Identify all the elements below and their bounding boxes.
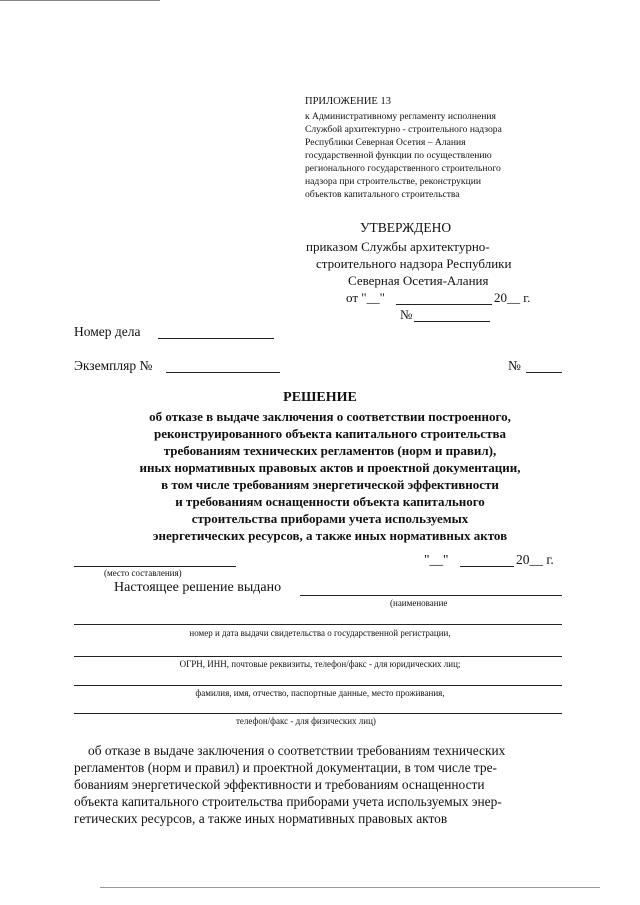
scan-edge-line — [0, 0, 160, 1]
issued-ogrn-line[interactable] — [74, 656, 562, 657]
body-text — [74, 742, 564, 827]
annex-line: регионального государственного строительного — [305, 163, 501, 174]
scan-edge-line — [100, 887, 600, 888]
annex-line: объектов капитального строительства — [305, 189, 460, 200]
decision-date-line[interactable] — [460, 566, 514, 567]
issued-caption-ogrn: ОГРН, ИНН, почтовые реквизиты, телефон/факс - для юридических лиц; — [179, 659, 461, 669]
place-caption: (место составления) — [104, 568, 182, 578]
annex-text — [305, 110, 502, 201]
issued-caption-phone: телефон/факс - для физических лиц) — [236, 716, 376, 726]
body-line: регламентов (норм и правил) и проектной документации, в том числе тре- — [74, 760, 497, 775]
doc-number-label: № — [508, 358, 521, 373]
copy-number-label: Экземпляр № — [74, 358, 153, 373]
annex-line: надзора при строительстве, реконструкции — [305, 176, 481, 187]
place-line[interactable] — [74, 566, 236, 567]
approval-number-line — [414, 321, 490, 322]
body-line: бованиям энергетической эффективности и требованиям оснащенности — [74, 777, 485, 792]
body-line: объекта капитального строительства приборами учета используемых энер- — [74, 794, 502, 809]
approval-number-label: № — [400, 307, 413, 322]
issued-name-line[interactable] — [300, 595, 562, 596]
issued-caption-cert: номер и дата выдачи свидетельства о государственной регистрации, — [189, 628, 451, 638]
subtitle-line: реконструированного объекта капитального строительства — [153, 426, 506, 441]
body-line: об отказе в выдаче заключения о соответствии требованиям технических — [88, 743, 506, 758]
approval-heading: УТВЕРЖДЕНО — [360, 220, 452, 235]
subtitle-line: в том числе требованиям энергетической эффективности — [161, 477, 499, 492]
issued-fio-line[interactable] — [74, 685, 562, 686]
annex-line: Республики Северная Осетия – Алания — [305, 137, 466, 148]
approval-line3: Северная Осетия-Алания — [348, 273, 489, 288]
subtitle-line: об отказе в выдаче заключения о соответствии построенного, — [149, 409, 511, 424]
decision-date-year: 20__ г. — [516, 552, 554, 567]
approval-line1: приказом Службы архитектурно- — [306, 239, 490, 254]
annex-line: государственной функции по осуществлению — [305, 150, 492, 161]
issued-caption-name: (наименование — [390, 598, 448, 608]
case-number-line[interactable] — [158, 338, 274, 339]
subtitle-line: иных нормативных правовых актов и проектной документации, — [139, 460, 521, 475]
copy-number-line[interactable] — [166, 372, 280, 373]
issued-label: Настоящее решение выдано — [114, 580, 282, 595]
subtitle-line: строительства приборами учета используемых — [191, 511, 469, 526]
subtitle-line: и требованиям оснащенности объекта капитального — [175, 494, 485, 509]
subtitle-line: энергетических ресурсов, а также иных нормативных актов — [152, 528, 508, 543]
annex-line: Службой архитектурно - строительного надзора — [305, 124, 502, 135]
doc-number-line[interactable] — [526, 372, 562, 373]
annex-line: к Административному регламенту исполнения — [305, 111, 496, 122]
issued-caption-fio: фамилия, имя, отчество, паспортные данные, место проживания, — [195, 688, 445, 698]
approval-line2: строительного надзора Республики — [316, 256, 512, 271]
approval-date-line — [396, 304, 492, 305]
subtitle-line: требованиям технических регламентов (норм и правил), — [163, 443, 497, 458]
issued-phone-line[interactable] — [74, 713, 562, 714]
approval-date-year: 20__ г. — [494, 290, 531, 305]
approval-date-prefix: от "__" — [346, 290, 385, 305]
body-line: гетических ресурсов, а также иных нормативных правовых актов — [74, 811, 448, 826]
issued-cert-line[interactable] — [74, 624, 562, 625]
decision-date-quote: "__" — [424, 552, 449, 567]
case-number-label: Номер дела — [74, 324, 141, 339]
decision-subtitle — [60, 408, 600, 544]
annex-title: ПРИЛОЖЕНИЕ 13 — [305, 96, 391, 107]
decision-title: РЕШЕНИЕ — [283, 390, 357, 405]
